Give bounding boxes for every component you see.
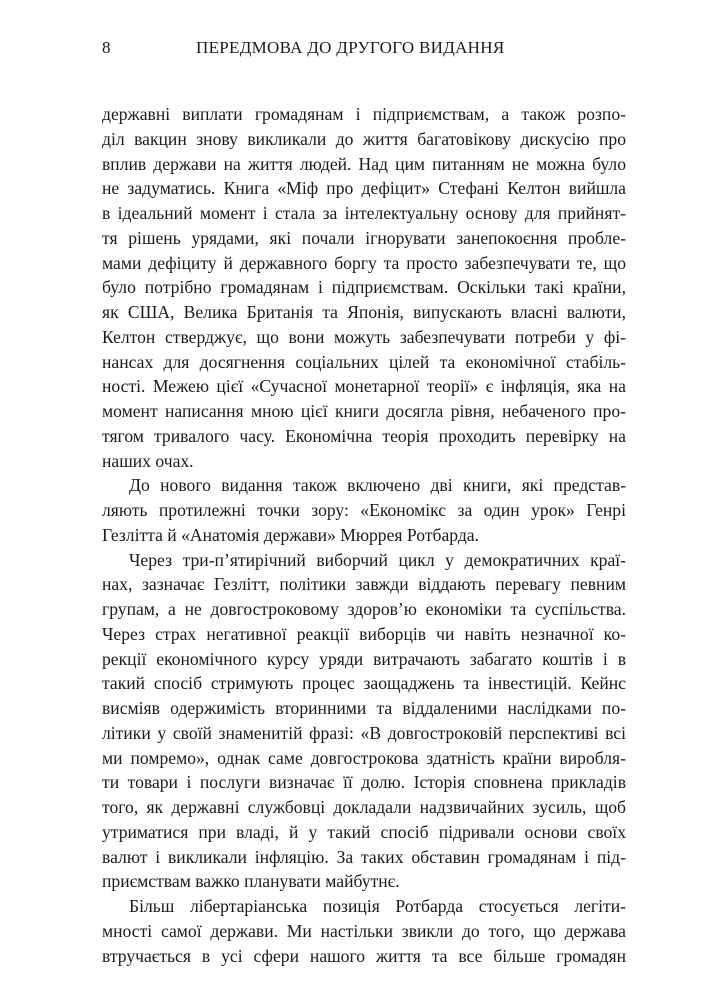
text-line: До нового видання також включено дві книги, які представ- — [129, 475, 626, 496]
body-text — [102, 102, 626, 968]
text-line: ності. Межею цієї «Сучасної монетарної теорії» є інфляція, яка на — [102, 376, 626, 397]
paragraph-4 — [102, 894, 626, 968]
paragraph-1 — [102, 102, 626, 473]
text-line: Більш лібертаріанська позиція Ротбарда стосується легіти- — [129, 896, 626, 916]
text-line: вплив держави на життя людей. Над цим питанням не можна було — [102, 153, 626, 174]
text-line: Гезлітта й «Анатомія держави» Мюррея Ротбарда. — [102, 524, 479, 545]
text-line: як США, Велика Британія та Японія, випускають власні валюти, — [102, 302, 626, 322]
text-line: рекції економічного курсу уряди витрачають забагато коштів і в — [102, 648, 626, 669]
text-line: такий спосіб стримують процес заощаджень та інвестицій. Кейнс — [102, 673, 626, 694]
text-line: діл вакцин знову викликали до життя багатовікову дискусію про — [102, 128, 626, 149]
text-line: наших очах. — [102, 450, 194, 471]
text-line: ми помремо», однак саме довгострокова здатність країни виробля- — [102, 747, 626, 768]
text-line: нах, зазначає Гезлітт, політики завжди віддають перевагу певним — [102, 574, 626, 595]
text-line: Келтон стверджує, що вони можуть забезпечувати потреби у фі- — [102, 326, 626, 347]
text-line: валют і викликали інфляцію. За таких обставин громадянам і під- — [102, 846, 626, 867]
text-line: висміяв одержимість вторинними та віддаленими наслідками по- — [102, 698, 626, 718]
text-line: літики у своїй знаменитій фразі: «В довгостроковій перспективі всі — [102, 722, 626, 743]
text-line: тягом тривалого часу. Економічна теорія проходить перевірку на — [102, 425, 626, 446]
text-line: було потрібно громадянам і підприємствам. Оскільки такі країни, — [102, 277, 626, 298]
running-title: ПЕРЕДМОВА ДО ДРУГОГО ВИДАННЯ — [196, 38, 505, 57]
text-line: втручається в усі сфери нашого життя та все більше громадян — [102, 945, 626, 966]
text-line: ти товари і послуги визначає її долю. Історія сповнена прикладів — [102, 772, 626, 793]
text-line: нансах для досягнення соціальних цілей та економічної стабіль- — [102, 351, 626, 372]
text-line: Через страх негативної реакції виборців чи навіть незначної ко- — [102, 623, 626, 644]
text-line: Через три-п’ятирічний виборчий цикл у демократичних краї- — [129, 549, 626, 570]
paragraph-2 — [102, 473, 626, 547]
paragraph-3 — [102, 548, 626, 895]
text-line: приємствам важко планувати майбутнє. — [102, 871, 400, 892]
text-line: не задуматись. Книга «Міф про дефіцит» Стефані Келтон вийшла — [102, 178, 626, 199]
text-line: групам, а не довгостроковому здоров’ю економіки та суспільства. — [102, 599, 626, 619]
text-line: момент написання мною цієї книги досягла рівня, небаченого про- — [102, 401, 626, 421]
text-line: ляють протилежні точки зору: «Економікс за один урок» Генрі — [102, 500, 626, 520]
text-line: того, як державні службовці докладали надзвичайних зусиль, щоб — [102, 797, 626, 817]
text-line: мами дефіциту й державного боргу та просто забезпечувати те, що — [102, 252, 626, 273]
page-number: 8 — [102, 38, 111, 57]
text-line: утриматися при владі, й у такий спосіб підривали основи своїх — [102, 821, 626, 842]
text-line: тя рішень урядами, які почали ігнорувати занепокоєння пробле- — [102, 227, 626, 248]
text-line: державні виплати громадянам і підприємствам, а також розпо- — [102, 104, 626, 124]
text-line: в ідеальний момент і стала за інтелектуальну основу для прийнят- — [102, 203, 626, 223]
text-line: мності самої держави. Ми настільки звикли до того, що держава — [102, 920, 626, 941]
